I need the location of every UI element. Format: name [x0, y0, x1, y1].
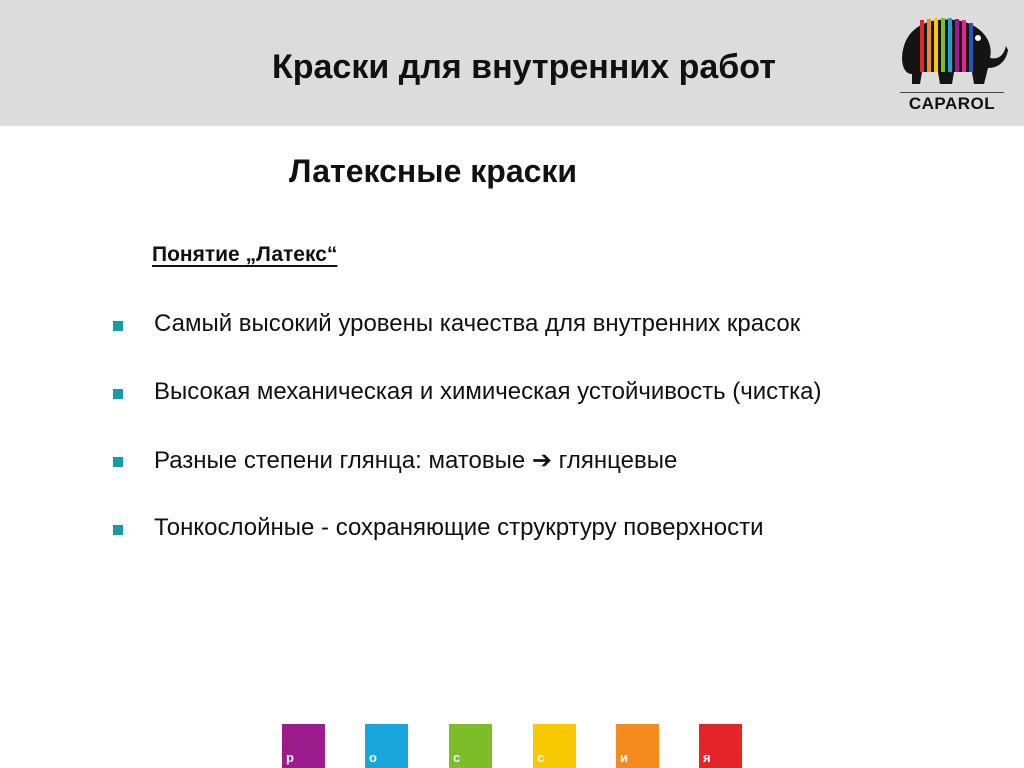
- square-bullet-icon: [113, 321, 123, 331]
- tile-letter: я: [703, 750, 711, 765]
- logo-text: CAPAROL: [908, 94, 996, 113]
- bullet-list: [113, 310, 993, 582]
- slide-title: Краски для внутренних работ: [272, 48, 776, 86]
- tile-letter: о: [369, 750, 377, 765]
- bullet-item: [113, 378, 993, 446]
- color-tile: [449, 724, 492, 768]
- bullet-text: Разные степени глянца: матовые ➔ глянцевые: [154, 447, 678, 474]
- concept-heading: Понятие „Латекс“: [152, 243, 338, 266]
- color-tile: [365, 724, 408, 768]
- color-tile: [616, 724, 659, 768]
- tile-letter: р: [286, 750, 294, 765]
- color-tile: [282, 724, 325, 768]
- bullet-item: [113, 446, 993, 514]
- caparol-logo: [894, 14, 1010, 120]
- footer-color-tiles: [282, 724, 742, 768]
- bullet-item: [113, 310, 993, 378]
- color-tile: [699, 724, 742, 768]
- bullet-text: Тонкослойные - сохраняющие струкртуру поверхности: [154, 514, 764, 541]
- bullet-text: Самый высокий уровены качества для внутренних красок: [154, 310, 801, 337]
- logo-rule: [900, 92, 1004, 93]
- elephant-logo-icon: [894, 14, 1010, 92]
- bullet-text: Высокая механическая и химическая устойчивость (чистка): [154, 378, 822, 405]
- bullet-item: [113, 514, 993, 582]
- tile-letter: с: [453, 750, 461, 765]
- tile-letter: с: [537, 750, 545, 765]
- section-subtitle: Латексные краски: [289, 153, 578, 189]
- square-bullet-icon: [113, 389, 123, 399]
- square-bullet-icon: [113, 525, 123, 535]
- color-tile: [533, 724, 576, 768]
- tile-letter: и: [620, 750, 628, 765]
- square-bullet-icon: [113, 457, 123, 467]
